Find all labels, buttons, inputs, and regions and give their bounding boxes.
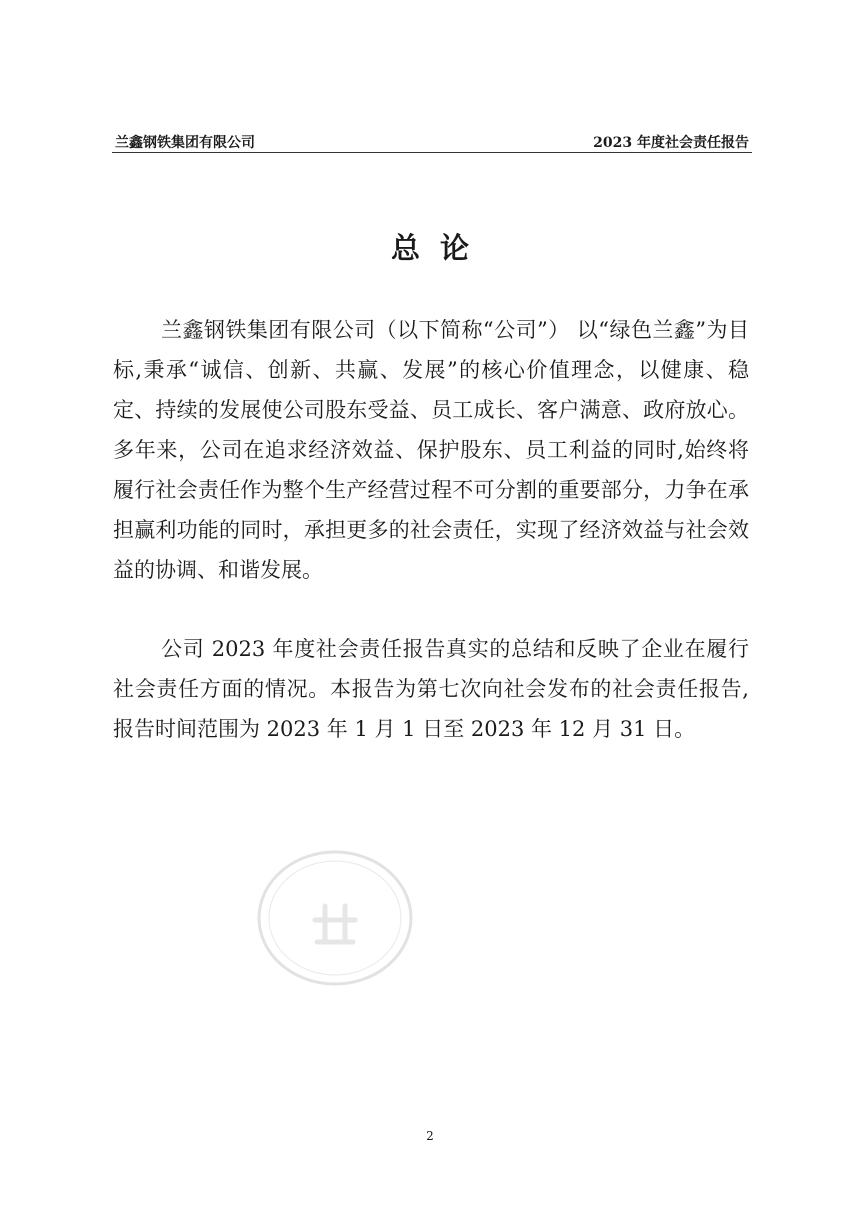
body-paragraph-1: 兰鑫钢铁集团有限公司（以下简称“公司”） 以“绿色兰鑫”为目标,秉承“诚信、创新、共赢、发展”的核心价值理念，以健康、稳定、持续的发展使公司股东受益、员工成长、客户满意、政府放心。多年来，公司在追求经济效益、保护股东、员工利益的同时,始终将履行社会责任作为整个生产经营过程不可分割的重要部分，力争在承担赢利功能的同时，承担更多的社会责任，实现了经济效益与社会效益的协调、和谐发展。	[113, 318, 749, 582]
faded-company-seal	[255, 848, 415, 988]
header-company-name: 兰鑫钢铁集团有限公司	[115, 135, 255, 151]
header-report-name: 2023 年度社会责任报告	[593, 135, 749, 151]
page-number: 2	[426, 1129, 434, 1143]
running-header	[115, 132, 749, 154]
body-paragraph-2: 公司 2023 年度社会责任报告真实的总结和反映了企业在履行社会责任方面的情况。本报告为第七次向社会发布的社会责任报告,报告时间范围为 2023 年 1 月 1 日至 2023 年 12 月 31 日。	[113, 637, 749, 741]
page-title: 总论	[390, 231, 489, 265]
header-divider	[112, 152, 752, 153]
